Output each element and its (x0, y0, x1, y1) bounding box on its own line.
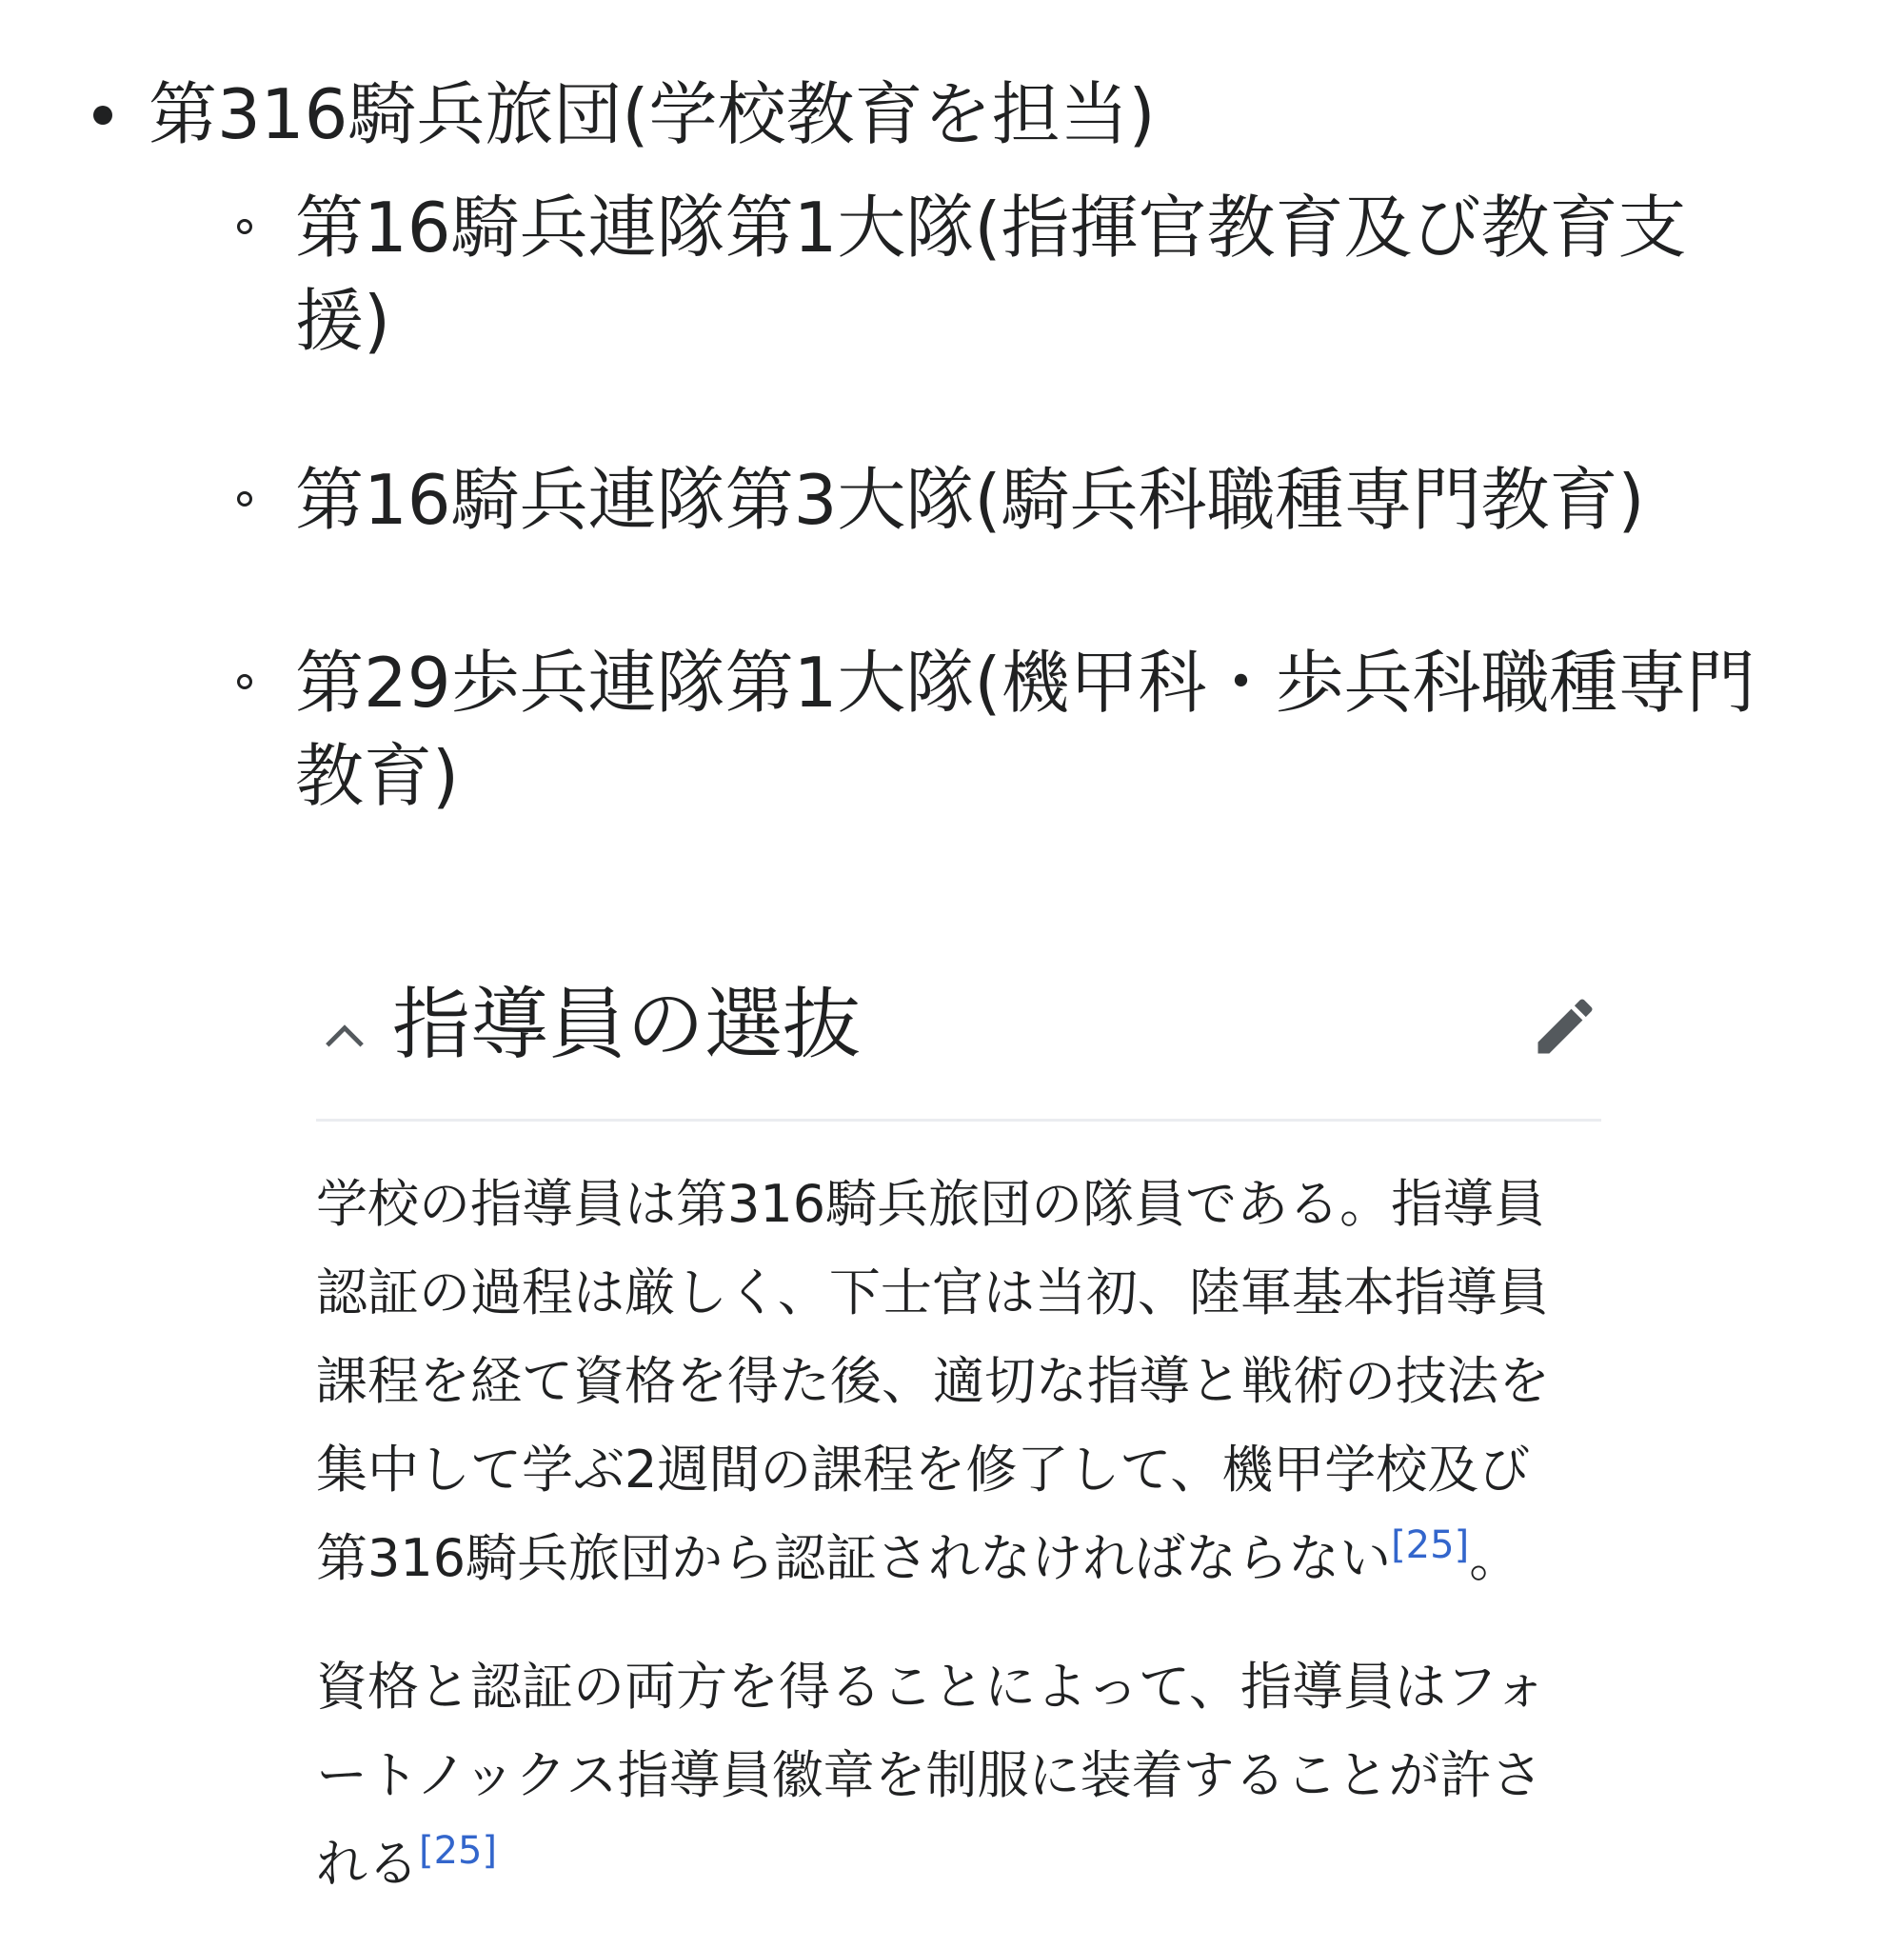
list-item (295, 636, 1856, 823)
section-heading[interactable] (316, 952, 1601, 1122)
paragraph-line-text: れる (316, 1834, 419, 1894)
paragraph (316, 1642, 1601, 1908)
list-item-text: 第29歩兵連隊第1大隊(機甲科・歩兵科職種専門 (295, 643, 1755, 723)
section-title: 指導員の選抜 (392, 980, 862, 1070)
paragraph-line-text: 第316騎兵旅団から認証されなければならない (316, 1528, 1392, 1588)
reference-link[interactable]: [25] (419, 1829, 498, 1873)
list-item (295, 453, 1856, 547)
bullet-disc-icon (93, 106, 112, 125)
paragraph-tail: 。 (1469, 1528, 1521, 1588)
bullet-circle-icon (237, 674, 252, 689)
bullet-circle-icon (237, 219, 252, 234)
paragraph-line: 認証の過程は厳しく、下士官は当初、陸軍基本指導員 (316, 1262, 1549, 1322)
bullet-circle-icon (237, 491, 252, 507)
unit-list (149, 67, 1843, 816)
list-item-text-cont: 援) (295, 281, 391, 361)
section-instructor-selection (316, 952, 1601, 1948)
paragraph-line: 資格と認証の両方を得ることによって、指導員はフォ (316, 1657, 1547, 1717)
paragraph-line: ートノックス指導員徽章を制服に装着することが許さ (316, 1745, 1543, 1805)
list-item (149, 67, 1843, 816)
paragraph-line: 学校の指導員は第316騎兵旅団の隊員である。指導員 (316, 1174, 1546, 1234)
paragraph (316, 1160, 1601, 1602)
list-item (295, 181, 1856, 368)
section-body (316, 1122, 1601, 1908)
list-item-text: 第16騎兵連隊第1大隊(指揮官教育及び教育支 (295, 188, 1687, 268)
paragraph-line-last (316, 1514, 1601, 1602)
list-item-text: 第16騎兵連隊第3大隊(騎兵科職種専門教育) (295, 460, 1645, 540)
list-item-text-cont: 教育) (295, 736, 460, 816)
reference-link[interactable]: [25] (1391, 1523, 1470, 1567)
paragraph-line-last (316, 1819, 1601, 1908)
chevron-up-icon[interactable] (324, 1014, 366, 1056)
paragraph-line: 課程を経て資格を得た後、適切な指導と戦術の技法を (316, 1351, 1550, 1411)
sub-unit-list (295, 181, 1856, 908)
list-item-text: 第316騎兵旅団(学校教育を担当) (149, 74, 1156, 154)
pencil-icon[interactable] (1529, 990, 1601, 1063)
paragraph-line: 集中して学ぶ2週間の課程を修了して、機甲学校及び (316, 1440, 1531, 1500)
